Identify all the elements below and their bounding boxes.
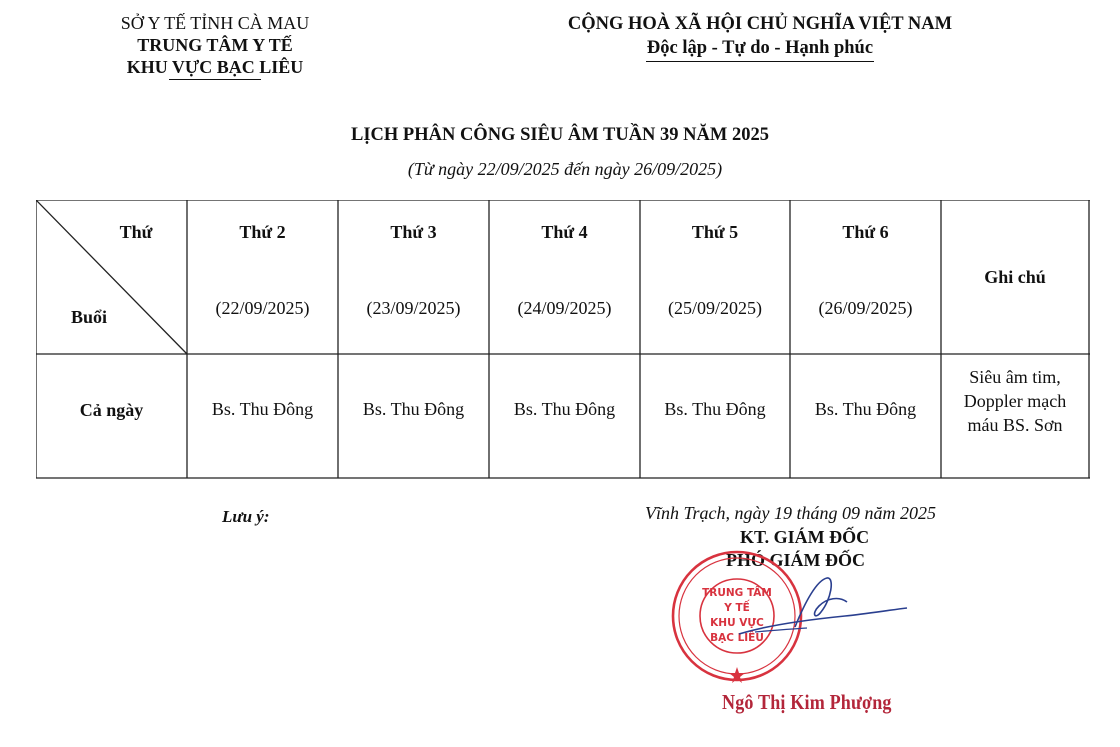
- note-cell: [941, 365, 1089, 437]
- national-name: CỘNG HOÀ XÃ HỘI CHỦ NGHĨA VIỆT NAM: [567, 14, 953, 34]
- day-header-mon: Thứ 2: [239, 222, 286, 242]
- motto-underline: [646, 61, 874, 62]
- assignment-cell-fri: Bs. Thu Đông: [814, 399, 917, 419]
- signer-title-secondary: PHÓ GIÁM ĐỐC: [726, 550, 865, 570]
- schedule-table: [36, 200, 1090, 480]
- stamp-line: KHU VỰC: [710, 617, 764, 629]
- agency-header: [90, 12, 340, 80]
- assignment-cell-thu: Bs. Thu Đông: [664, 399, 766, 419]
- day-date-wed: (24/09/2025): [517, 298, 612, 318]
- handwritten-signature: [735, 572, 910, 642]
- assignment-cell-wed: Bs. Thu Đông: [513, 399, 616, 419]
- day-header-thu: Thứ 5: [691, 222, 739, 242]
- day-date-thu: (25/09/2025): [668, 298, 762, 318]
- assignment-cell-mon: Bs. Thu Đông: [211, 399, 314, 419]
- note-line: Siêu âm tim,: [969, 367, 1061, 387]
- day-header-fri: Thứ 6: [842, 222, 889, 242]
- national-header: [520, 12, 1000, 62]
- day-date-tue: (23/09/2025): [366, 298, 461, 318]
- national-motto: Độc lập - Tự do - Hạnh phúc: [646, 38, 874, 58]
- day-date-mon: (22/09/2025): [215, 298, 310, 318]
- note-column-header: Ghi chú: [984, 267, 1046, 287]
- agency-underline: [169, 79, 261, 80]
- day-date-fri: (26/09/2025): [818, 298, 913, 318]
- agency-parent: SỞ Y TẾ TỈNH CÀ MAU: [120, 13, 310, 33]
- agency-name: TRUNG TÂM Y TẾ: [137, 35, 293, 55]
- session-label: Cả ngày: [79, 400, 144, 420]
- stamp-line: Y TẾ: [724, 602, 750, 614]
- agency-region: KHU VỰC BẠC LIÊU: [126, 57, 304, 77]
- assignment-cell-tue: Bs. Thu Đông: [362, 399, 465, 419]
- note-label: Lưu ý:: [222, 507, 270, 526]
- document-subtitle: (Từ ngày 22/09/2025 đến ngày 26/09/2025): [407, 159, 723, 179]
- stamp-line: BẠC LIÊU: [710, 632, 764, 644]
- signer-name: Ngô Thị Kim Phượng: [722, 690, 892, 714]
- note-line: máu BS. Sơn: [967, 415, 1063, 435]
- day-header-tue: Thứ 3: [390, 222, 437, 242]
- document-title: LỊCH PHÂN CÔNG SIÊU ÂM TUẦN 39 NĂM 2025: [351, 125, 769, 145]
- signer-title-primary: KT. GIÁM ĐỐC: [740, 527, 870, 547]
- day-header-wed: Thứ 4: [541, 222, 588, 242]
- place-date: Vĩnh Trạch, ngày 19 tháng 09 năm 2025: [645, 503, 936, 523]
- corner-session-label: Buổi: [70, 307, 108, 327]
- note-line: Doppler mạch: [963, 391, 1067, 411]
- stamp-line: TRUNG TÂM: [702, 587, 772, 599]
- corner-day-label: Thứ: [119, 222, 153, 242]
